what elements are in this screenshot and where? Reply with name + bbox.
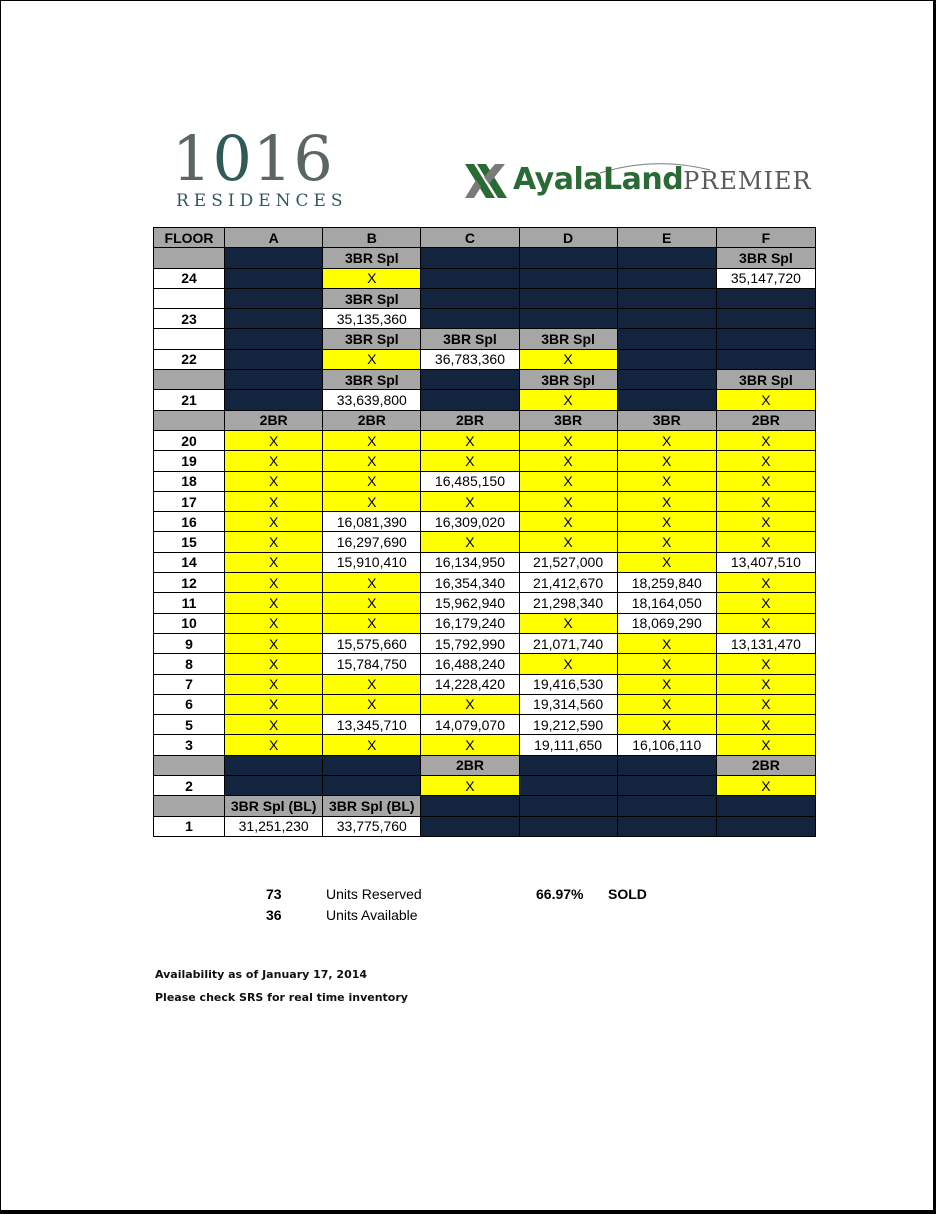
- floor-label: 23: [154, 309, 225, 329]
- price-cell-c: 36,783,360: [421, 349, 519, 369]
- sold-cell-a: X: [225, 552, 323, 572]
- sold-cell-a: X: [225, 735, 323, 755]
- sold-cell-e: X: [617, 715, 716, 735]
- unavailable-cell: [519, 776, 617, 796]
- price-cell-e: 18,069,290: [617, 613, 716, 633]
- sold-cell-a: X: [225, 512, 323, 532]
- table-row: [154, 451, 816, 471]
- floor-label: 8: [154, 654, 225, 674]
- floor-label: 16: [154, 512, 225, 532]
- sold-cell-a: X: [225, 633, 323, 653]
- sold-cell-e: X: [617, 430, 716, 450]
- price-cell-b: 16,081,390: [323, 512, 421, 532]
- sold-cell-f: X: [716, 532, 815, 552]
- table-row: [154, 288, 816, 308]
- sold-cell-d: X: [519, 451, 617, 471]
- unavailable-cell: [519, 309, 617, 329]
- table-row: [154, 674, 816, 694]
- price-cell-c: 15,792,990: [421, 633, 519, 653]
- floor-label: 10: [154, 613, 225, 633]
- floor-label: 2: [154, 776, 225, 796]
- sold-cell-f: X: [716, 491, 815, 511]
- unavailable-cell: [323, 776, 421, 796]
- unavailable-cell: [519, 248, 617, 268]
- floor-label: 22: [154, 349, 225, 369]
- floor-label: 21: [154, 390, 225, 410]
- price-cell-b: 33,639,800: [323, 390, 421, 410]
- table-row: [154, 593, 816, 613]
- logo-developer-suffix: PREMIER: [683, 167, 812, 195]
- sold-cell-e: X: [617, 491, 716, 511]
- sold-cell-a: X: [225, 593, 323, 613]
- unavailable-cell: [617, 796, 716, 816]
- floor-label: 17: [154, 491, 225, 511]
- floor-label: 18: [154, 471, 225, 491]
- sold-cell-f: X: [716, 694, 815, 714]
- sold-cell-f: X: [716, 512, 815, 532]
- price-cell-b: 15,910,410: [323, 552, 421, 572]
- table-row: [154, 268, 816, 288]
- sold-cell-e: X: [617, 694, 716, 714]
- unit-type-c: 2BR: [421, 410, 519, 430]
- availability-note: Availability as of January 17, 2014: [155, 968, 368, 981]
- unavailable-cell: [421, 816, 519, 836]
- unavailable-cell: [716, 816, 815, 836]
- unavailable-cell: [225, 248, 323, 268]
- available-label: Units Available: [326, 907, 418, 923]
- price-cell-c: 16,309,020: [421, 512, 519, 532]
- sold-cell-d: X: [519, 491, 617, 511]
- unavailable-cell: [617, 309, 716, 329]
- sold-cell-d: X: [519, 654, 617, 674]
- sold-cell-e: X: [617, 674, 716, 694]
- reserved-count: 73: [266, 886, 282, 902]
- sold-cell-a: X: [225, 694, 323, 714]
- price-cell-c: 15,962,940: [421, 593, 519, 613]
- sold-cell-e: X: [617, 633, 716, 653]
- sold-cell-b: X: [323, 268, 421, 288]
- floor-label: 15: [154, 532, 225, 552]
- sold-cell-f: X: [716, 390, 815, 410]
- sold-cell-a: X: [225, 430, 323, 450]
- table-row: [154, 654, 816, 674]
- unit-type-d: 3BR Spl: [519, 329, 617, 349]
- unit-type-b: 3BR Spl: [323, 329, 421, 349]
- sold-cell-b: X: [323, 349, 421, 369]
- sold-cell-f: X: [716, 715, 815, 735]
- price-cell-f: 13,407,510: [716, 552, 815, 572]
- price-cell-d: 19,111,650: [519, 735, 617, 755]
- unavailable-cell: [617, 816, 716, 836]
- sold-cell-e: X: [617, 552, 716, 572]
- price-cell-e: 18,164,050: [617, 593, 716, 613]
- floor-label: 3: [154, 735, 225, 755]
- floor-label: 19: [154, 451, 225, 471]
- sold-cell-f: X: [716, 654, 815, 674]
- sold-cell-a: X: [225, 491, 323, 511]
- sold-cell-e: X: [617, 451, 716, 471]
- unavailable-cell: [225, 370, 323, 390]
- reserved-label: Units Reserved: [326, 886, 422, 902]
- floor-label: 14: [154, 552, 225, 572]
- logo-project-sub: RESIDENCES: [176, 191, 348, 211]
- sold-cell-d: X: [519, 613, 617, 633]
- floor-spacer-cell: [154, 410, 225, 430]
- sold-cell-f: X: [716, 451, 815, 471]
- sold-cell-c: X: [421, 451, 519, 471]
- unavailable-cell: [617, 390, 716, 410]
- sold-cell-c: X: [421, 694, 519, 714]
- logo-ayalaland-premier: [465, 160, 812, 208]
- header-col-e: E: [617, 228, 716, 248]
- sold-cell-c: X: [421, 532, 519, 552]
- sold-cell-f: X: [716, 674, 815, 694]
- price-cell-b: 13,345,710: [323, 715, 421, 735]
- sold-cell-a: X: [225, 451, 323, 471]
- price-cell-b: 35,135,360: [323, 309, 421, 329]
- sold-cell-a: X: [225, 532, 323, 552]
- unavailable-cell: [617, 370, 716, 390]
- sold-cell-d: X: [519, 390, 617, 410]
- floor-label: 24: [154, 268, 225, 288]
- unavailable-cell: [225, 776, 323, 796]
- sold-cell-f: X: [716, 593, 815, 613]
- sold-cell-c: X: [421, 735, 519, 755]
- unavailable-cell: [716, 329, 815, 349]
- price-cell-d: 21,412,670: [519, 573, 617, 593]
- unavailable-cell: [716, 288, 815, 308]
- unit-type-d: 3BR: [519, 410, 617, 430]
- unavailable-cell: [617, 268, 716, 288]
- floor-label: 6: [154, 694, 225, 714]
- price-cell-f: 35,147,720: [716, 268, 815, 288]
- unavailable-cell: [421, 268, 519, 288]
- logo-project-number: 1016: [172, 122, 334, 195]
- price-cell-c: 16,488,240: [421, 654, 519, 674]
- available-count: 36: [266, 907, 282, 923]
- table-row: [154, 776, 816, 796]
- unavailable-cell: [617, 248, 716, 268]
- sold-cell-d: X: [519, 512, 617, 532]
- price-cell-d: 21,071,740: [519, 633, 617, 653]
- table-row: [154, 512, 816, 532]
- price-cell-d: 19,314,560: [519, 694, 617, 714]
- logo-developer-main: AyalaLand: [513, 162, 684, 197]
- unit-type-b: 3BR Spl: [323, 288, 421, 308]
- price-cell-a: 31,251,230: [225, 816, 323, 836]
- sold-cell-b: X: [323, 491, 421, 511]
- unit-type-b: 2BR: [323, 410, 421, 430]
- table-row: [154, 755, 816, 775]
- header-col-d: D: [519, 228, 617, 248]
- unavailable-cell: [225, 288, 323, 308]
- sold-cell-e: X: [617, 654, 716, 674]
- unavailable-cell: [519, 796, 617, 816]
- unavailable-cell: [225, 755, 323, 775]
- unavailable-cell: [716, 349, 815, 369]
- sold-cell-f: X: [716, 573, 815, 593]
- table-row: [154, 735, 816, 755]
- header-col-f: F: [716, 228, 815, 248]
- floor-label: 9: [154, 633, 225, 653]
- unavailable-cell: [421, 370, 519, 390]
- price-cell-b: 15,575,660: [323, 633, 421, 653]
- unavailable-cell: [617, 329, 716, 349]
- floor-spacer-cell: [154, 288, 225, 308]
- price-cell-b: 33,775,760: [323, 816, 421, 836]
- table-row: [154, 370, 816, 390]
- unavailable-cell: [225, 349, 323, 369]
- sold-cell-a: X: [225, 674, 323, 694]
- sold-cell-a: X: [225, 471, 323, 491]
- price-cell-d: 19,416,530: [519, 674, 617, 694]
- sold-cell-e: X: [617, 532, 716, 552]
- floor-spacer-cell: [154, 248, 225, 268]
- logo-1016-residences: [172, 122, 352, 212]
- table-row: [154, 715, 816, 735]
- sold-cell-f: X: [716, 471, 815, 491]
- unavailable-cell: [519, 268, 617, 288]
- unit-type-c: 2BR: [421, 755, 519, 775]
- unavailable-cell: [716, 309, 815, 329]
- unavailable-cell: [225, 309, 323, 329]
- sold-cell-b: X: [323, 613, 421, 633]
- unavailable-cell: [421, 796, 519, 816]
- unit-type-b: 3BR Spl: [323, 248, 421, 268]
- sold-cell-e: X: [617, 471, 716, 491]
- floor-label: 1: [154, 816, 225, 836]
- table-row: [154, 248, 816, 268]
- logo-developer-word: [513, 162, 812, 197]
- unavailable-cell: [617, 755, 716, 775]
- sold-cell-b: X: [323, 674, 421, 694]
- unit-type-b: 3BR Spl: [323, 370, 421, 390]
- unavailable-cell: [421, 309, 519, 329]
- unit-type-e: 3BR: [617, 410, 716, 430]
- floor-spacer-cell: [154, 796, 225, 816]
- sold-cell-c: X: [421, 430, 519, 450]
- ayala-mark-icon: [465, 164, 509, 198]
- sold-cell-e: X: [617, 512, 716, 532]
- table-row: [154, 613, 816, 633]
- table-row: [154, 552, 816, 572]
- table-row: [154, 471, 816, 491]
- sold-cell-f: X: [716, 430, 815, 450]
- sold-cell-d: X: [519, 430, 617, 450]
- unavailable-cell: [617, 349, 716, 369]
- price-cell-c: 14,079,070: [421, 715, 519, 735]
- floor-spacer-cell: [154, 329, 225, 349]
- price-cell-c: 16,134,950: [421, 552, 519, 572]
- table-row: [154, 410, 816, 430]
- table-header-row: [154, 228, 816, 248]
- unit-type-f: 3BR Spl: [716, 248, 815, 268]
- unit-type-d: 3BR Spl: [519, 370, 617, 390]
- unavailable-cell: [519, 816, 617, 836]
- sold-cell-b: X: [323, 593, 421, 613]
- sold-cell-b: X: [323, 573, 421, 593]
- sold-cell-d: X: [519, 532, 617, 552]
- sold-cell-a: X: [225, 613, 323, 633]
- floor-label: 5: [154, 715, 225, 735]
- price-cell-b: 16,297,690: [323, 532, 421, 552]
- table-row: [154, 633, 816, 653]
- table-row: [154, 816, 816, 836]
- floor-label: 20: [154, 430, 225, 450]
- sold-cell-f: X: [716, 735, 815, 755]
- floor-spacer-cell: [154, 755, 225, 775]
- price-cell-c: 16,179,240: [421, 613, 519, 633]
- floor-label: 11: [154, 593, 225, 613]
- unavailable-cell: [225, 268, 323, 288]
- sold-percent: 66.97%: [536, 886, 584, 902]
- table-row: [154, 532, 816, 552]
- table-row: [154, 694, 816, 714]
- unavailable-cell: [225, 390, 323, 410]
- price-cell-c: 14,228,420: [421, 674, 519, 694]
- unavailable-cell: [519, 288, 617, 308]
- unavailable-cell: [519, 755, 617, 775]
- price-cell-d: 21,527,000: [519, 552, 617, 572]
- sold-cell-c: X: [421, 776, 519, 796]
- sold-cell-b: X: [323, 694, 421, 714]
- sold-cell-b: X: [323, 430, 421, 450]
- price-cell-c: 16,354,340: [421, 573, 519, 593]
- price-cell-c: 16,485,150: [421, 471, 519, 491]
- unit-type-f: 3BR Spl: [716, 370, 815, 390]
- sold-cell-d: X: [519, 349, 617, 369]
- unit-type-f: 2BR: [716, 755, 815, 775]
- price-cell-d: 21,298,340: [519, 593, 617, 613]
- unavailable-cell: [617, 776, 716, 796]
- sold-cell-c: X: [421, 491, 519, 511]
- price-cell-e: 16,106,110: [617, 735, 716, 755]
- header-col-a: A: [225, 228, 323, 248]
- unavailable-cell: [421, 248, 519, 268]
- table-row: [154, 430, 816, 450]
- floor-spacer-cell: [154, 370, 225, 390]
- sold-cell-f: X: [716, 776, 815, 796]
- sold-cell-a: X: [225, 715, 323, 735]
- unit-type-c: 3BR Spl: [421, 329, 519, 349]
- price-cell-e: 18,259,840: [617, 573, 716, 593]
- unavailable-cell: [716, 796, 815, 816]
- unit-type-f: 2BR: [716, 410, 815, 430]
- unit-type-a: 3BR Spl (BL): [225, 796, 323, 816]
- table-row: [154, 309, 816, 329]
- unit-type-b: 3BR Spl (BL): [323, 796, 421, 816]
- header-col-c: C: [421, 228, 519, 248]
- floor-label: 12: [154, 573, 225, 593]
- table-row: [154, 573, 816, 593]
- sold-cell-b: X: [323, 471, 421, 491]
- sold-cell-b: X: [323, 735, 421, 755]
- unavailable-cell: [421, 288, 519, 308]
- price-cell-b: 15,784,750: [323, 654, 421, 674]
- srs-note: Please check SRS for real time inventory: [155, 991, 408, 1004]
- floor-label: 7: [154, 674, 225, 694]
- sold-cell-d: X: [519, 471, 617, 491]
- price-cell-d: 19,212,590: [519, 715, 617, 735]
- unavailable-cell: [323, 755, 421, 775]
- sold-cell-a: X: [225, 573, 323, 593]
- table-row: [154, 796, 816, 816]
- unavailable-cell: [225, 329, 323, 349]
- table-row: [154, 349, 816, 369]
- table-row: [154, 491, 816, 511]
- unavailable-cell: [617, 288, 716, 308]
- sold-label: SOLD: [608, 886, 647, 902]
- inventory-table: [153, 227, 816, 837]
- sold-cell-b: X: [323, 451, 421, 471]
- header-floor: FLOOR: [154, 228, 225, 248]
- table-row: [154, 329, 816, 349]
- sold-cell-a: X: [225, 654, 323, 674]
- unit-type-a: 2BR: [225, 410, 323, 430]
- price-cell-f: 13,131,470: [716, 633, 815, 653]
- header-col-b: B: [323, 228, 421, 248]
- unavailable-cell: [421, 390, 519, 410]
- sold-cell-f: X: [716, 613, 815, 633]
- table-row: [154, 390, 816, 410]
